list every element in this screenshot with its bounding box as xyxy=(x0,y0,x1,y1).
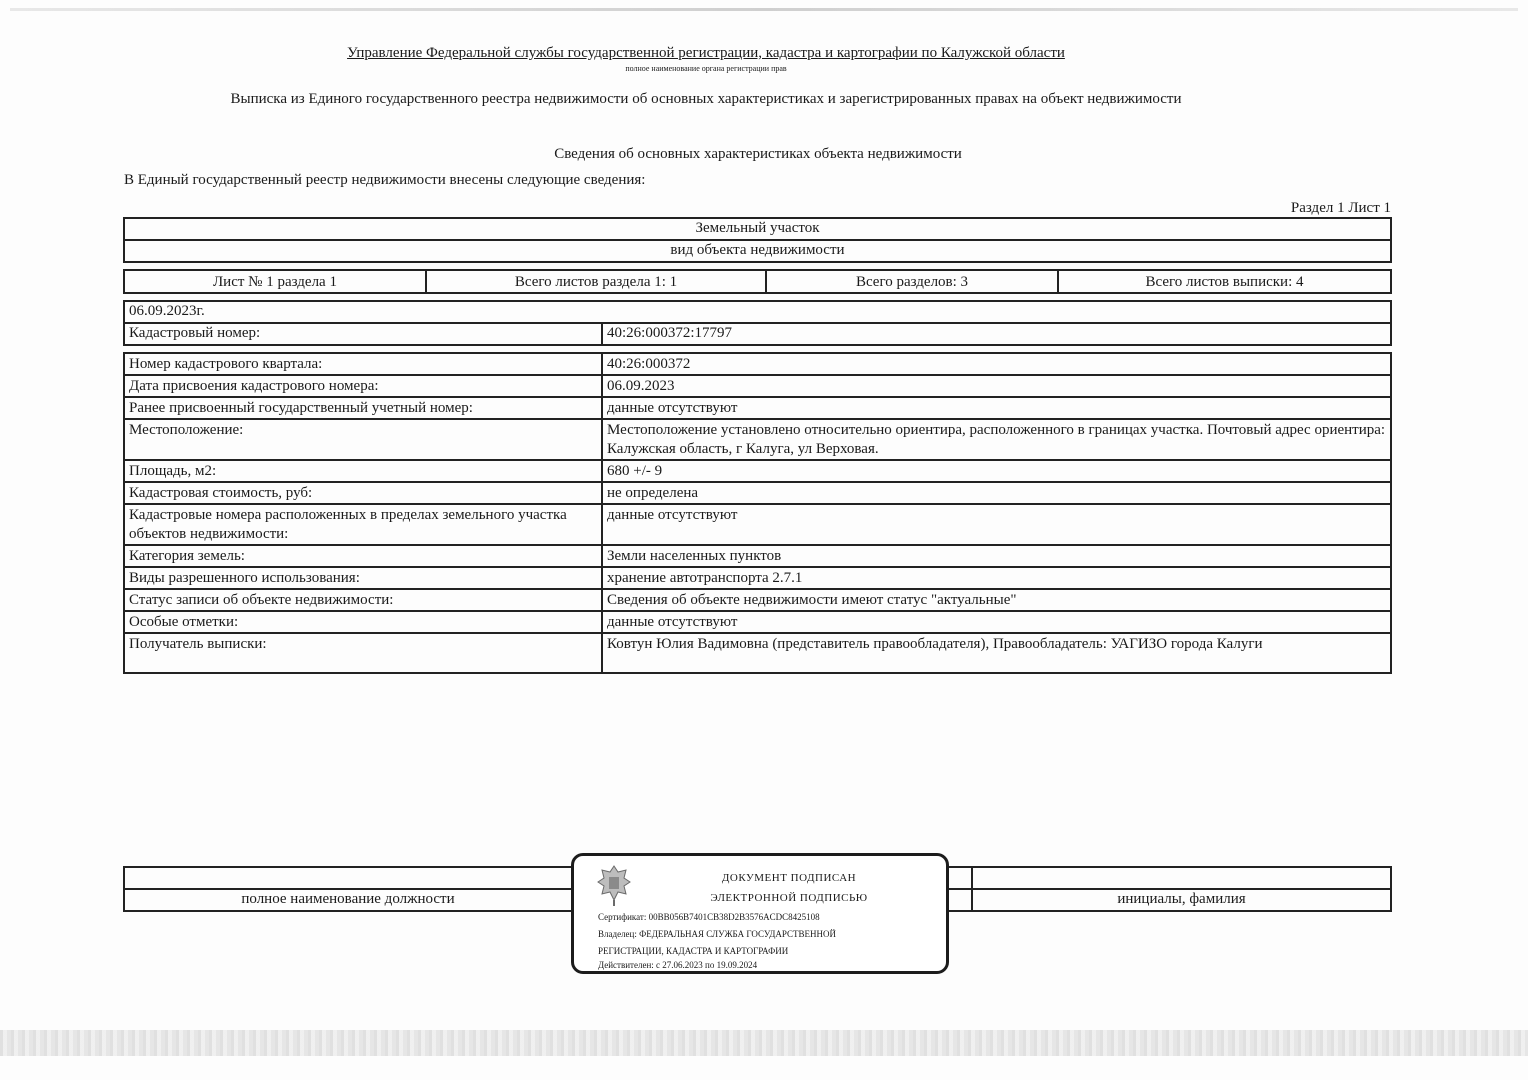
stamp-owner-1: Владелец: ФЕДЕРАЛЬНАЯ СЛУЖБА ГОСУДАРСТВЕННОЙ xyxy=(598,929,837,939)
row-value: 06.09.2023 xyxy=(602,375,1391,397)
table-row xyxy=(124,419,1391,460)
row-label: Статус записи об объекте недвижимости: xyxy=(124,589,602,611)
object-type: Земельный участок xyxy=(124,218,1391,240)
row-label: Особые отметки: xyxy=(124,611,602,633)
table-row xyxy=(124,397,1391,419)
cadastral-number-label: Кадастровый номер: xyxy=(124,323,602,345)
stamp-validity: Действителен: с 27.06.2023 по 19.09.2024 xyxy=(598,960,758,970)
cadastral-number: 40:26:000372:17797 xyxy=(602,323,1391,345)
row-label: Дата присвоения кадастрового номера: xyxy=(124,375,602,397)
row-value: Сведения об объекте недвижимости имеют статус "актуальные" xyxy=(602,589,1391,611)
row-label: Кадастровая стоимость, руб: xyxy=(124,482,602,504)
object-type-caption: вид объекта недвижимости xyxy=(124,240,1391,262)
row-value: данные отсутствуют xyxy=(602,611,1391,633)
row-value: Ковтун Юлия Вадимовна (представитель правообладателя), Правообладатель: УАГИЗО города Калуги xyxy=(602,633,1391,673)
table-row xyxy=(124,545,1391,567)
characteristics-table xyxy=(123,352,1392,674)
row-value: данные отсутствуют xyxy=(602,397,1391,419)
document-title: Выписка из Единого государственного реестра недвижимости об основных характеристиках и зарегистрированных правах на объект недвижимости xyxy=(230,91,1182,107)
stamp-line-2: ЭЛЕКТРОННОЙ ПОДПИСЬЮ xyxy=(710,892,868,904)
table-row xyxy=(124,567,1391,589)
position-caption: полное наименование должности xyxy=(124,889,572,911)
row-label: Номер кадастрового квартала: xyxy=(124,353,602,375)
row-label: Кадастровые номера расположенных в пределах земельного участка объектов недвижимости: xyxy=(124,504,602,545)
table-row xyxy=(124,460,1391,482)
row-value: 40:26:000372 xyxy=(602,353,1391,375)
row-label: Получатель выписки: xyxy=(124,633,602,673)
table-row xyxy=(124,482,1391,504)
position-cell xyxy=(124,867,572,889)
emblem-icon xyxy=(594,862,634,908)
sheet-number: Лист № 1 раздела 1 xyxy=(124,270,426,293)
row-value: Местоположение установлено относительно ориентира, расположенного в границах участка. Почтовый адрес ориентира: Калужская область, г Калуга, ул Верховая. xyxy=(602,419,1391,460)
stamp-certificate: Сертификат: 00BB056B7401CB38D2B3576ACDC8425108 xyxy=(598,912,820,922)
total-extract-sheets: Всего листов выписки: 4 xyxy=(1058,270,1391,293)
total-sections: Всего разделов: 3 xyxy=(766,270,1058,293)
row-label: Ранее присвоенный государственный учетный номер: xyxy=(124,397,602,419)
section-title: Сведения об основных характеристиках объекта недвижимости xyxy=(554,146,962,162)
record-table xyxy=(123,300,1392,346)
row-label: Площадь, м2: xyxy=(124,460,602,482)
table-row xyxy=(124,633,1391,673)
table-row xyxy=(124,611,1391,633)
row-value: Земли населенных пунктов xyxy=(602,545,1391,567)
electronic-signature-stamp xyxy=(571,853,949,974)
total-section-sheets: Всего листов раздела 1: 1 xyxy=(426,270,766,293)
row-label: Виды разрешенного использования: xyxy=(124,567,602,589)
name-caption: инициалы, фамилия xyxy=(972,889,1391,911)
name-cell xyxy=(972,867,1391,889)
intro-text: В Единый государственный реестр недвижимости внесены следующие сведения: xyxy=(124,172,646,188)
row-label: Категория земель: xyxy=(124,545,602,567)
table-row xyxy=(124,504,1391,545)
section-sheet-label: Раздел 1 Лист 1 xyxy=(1290,200,1391,216)
sheets-table xyxy=(123,269,1392,294)
authority-name: Управление Федеральной службы государственной регистрации, кадастра и картографии по Калужской области xyxy=(347,45,1065,61)
row-label: Местоположение: xyxy=(124,419,602,460)
authority-caption: полное наименование органа регистрации прав xyxy=(625,64,787,73)
object-type-table xyxy=(123,217,1392,263)
table-row xyxy=(124,589,1391,611)
row-value: 680 +/- 9 xyxy=(602,460,1391,482)
scan-edge-top xyxy=(10,8,1518,11)
stamp-line-1: ДОКУМЕНТ ПОДПИСАН xyxy=(721,872,857,884)
stamp-owner-2: РЕГИСТРАЦИИ, КАДАСТРА И КАРТОГРАФИИ xyxy=(598,946,789,956)
table-row xyxy=(124,353,1391,375)
record-date: 06.09.2023г. xyxy=(124,301,1391,323)
row-value: хранение автотранспорта 2.7.1 xyxy=(602,567,1391,589)
row-value: не определена xyxy=(602,482,1391,504)
table-row xyxy=(124,375,1391,397)
row-value: данные отсутствуют xyxy=(602,504,1391,545)
scan-edge-bottom xyxy=(0,1030,1528,1056)
